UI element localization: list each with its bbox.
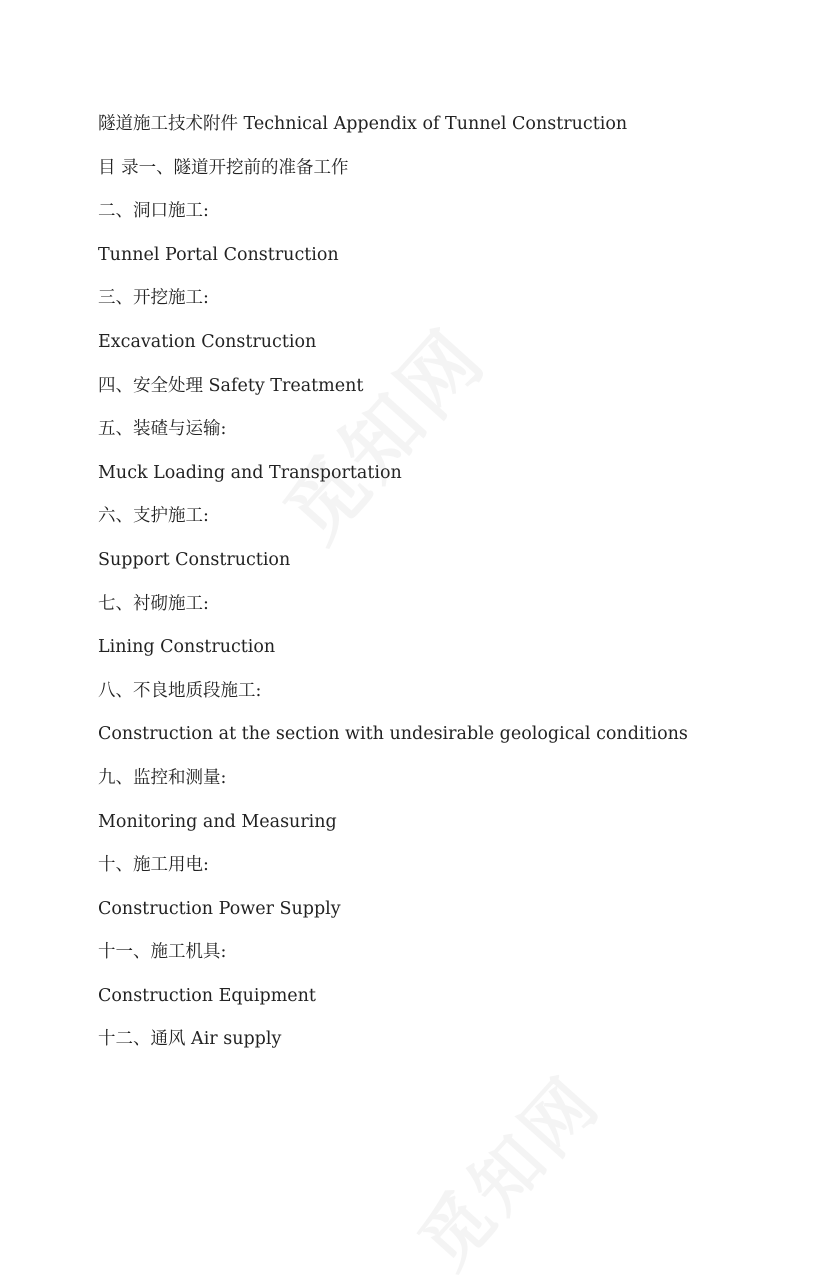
toc-line: Muck Loading and Transportation bbox=[98, 462, 402, 483]
toc-line: Tunnel Portal Construction bbox=[98, 244, 339, 265]
toc-line: 八、不良地质段施工: bbox=[98, 680, 262, 701]
document-title: 隧道施工技术附件 Technical Appendix of Tunnel Construction bbox=[98, 114, 628, 134]
toc-line: 三、开挖施工: bbox=[98, 288, 209, 309]
toc-line: Support Construction bbox=[98, 549, 291, 570]
toc-line: Construction at the section with undesirable geological conditions bbox=[98, 724, 688, 745]
toc-line: 四、安全处理 Safety Treatment bbox=[98, 375, 364, 396]
toc-line: 五、装碴与运输: bbox=[98, 419, 227, 440]
toc-line: 九、监控和测量: bbox=[98, 767, 227, 788]
document-body bbox=[98, 111, 778, 1070]
toc-line: Construction Equipment bbox=[98, 985, 316, 1006]
toc-line: Excavation Construction bbox=[98, 331, 317, 352]
toc-line: 二、洞口施工: bbox=[98, 201, 209, 222]
toc-line: 十、施工用电: bbox=[98, 855, 209, 876]
toc-line: Monitoring and Measuring bbox=[98, 811, 337, 832]
toc-line: Construction Power Supply bbox=[98, 898, 341, 919]
toc-line: 六、支护施工: bbox=[98, 506, 209, 527]
toc-line: 十二、通风 Air supply bbox=[98, 1029, 282, 1050]
toc-line: Lining Construction bbox=[98, 637, 276, 658]
toc-line: 七、衬砌施工: bbox=[98, 593, 209, 614]
watermark-partial bbox=[392, 1050, 620, 1287]
toc-line: 目 录一、隧道开挖前的准备工作 bbox=[98, 157, 349, 178]
toc-line: 十一、施工机具: bbox=[98, 942, 227, 963]
